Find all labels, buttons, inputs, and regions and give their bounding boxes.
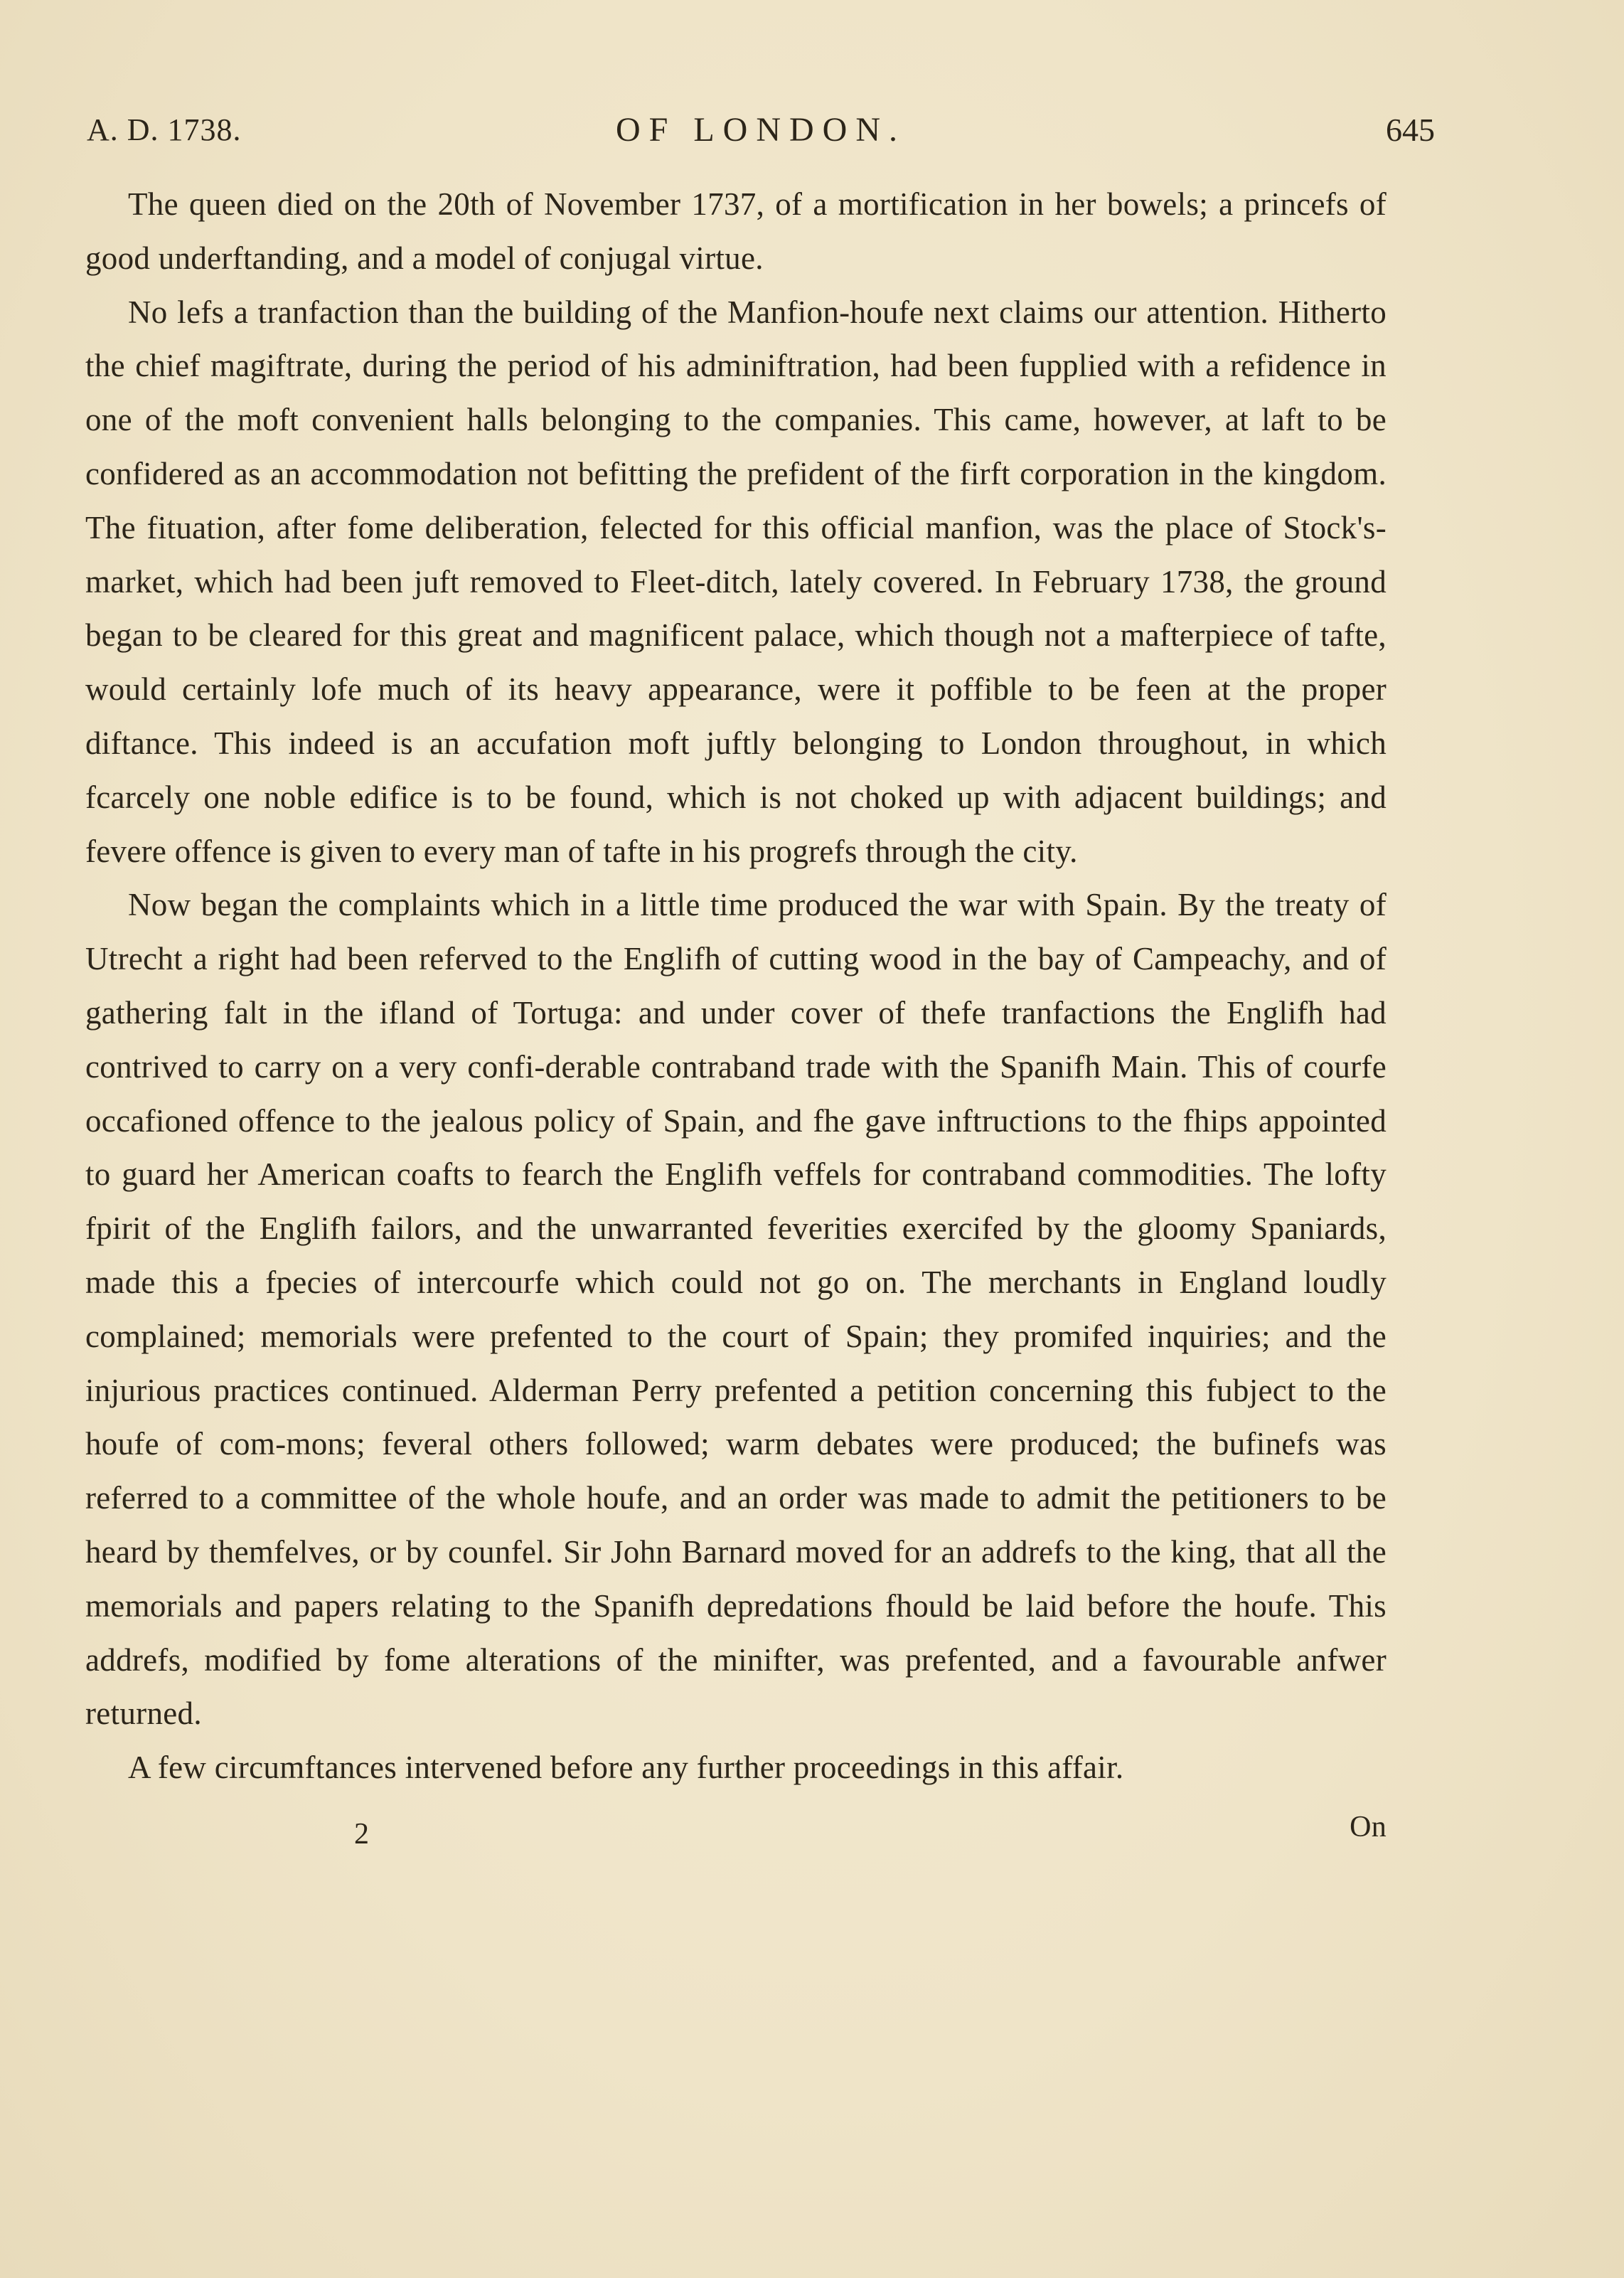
- paragraph-queen-death: The queen died on the 20th of November 1737, of a mortification in her bowels; a princefs of good underftanding, and a model of conjugal virtue.: [85, 186, 1387, 276]
- paragraph-spain-complaints: Now began the complaints which in a little time produced the war with Spain. By the treaty of Utrecht a right had been referved to the Englifh of cutting wood in the bay of Campeachy, and of gathering falt in the ifland of Tortuga: and under cover of thefe tranfactions the Englifh had contrived to carry on a very confi-derable contraband trade with the Spanifh Main. This of courfe occafioned offence to the jealous policy of Spain, and fhe gave inftructions to the fhips appointed to guard her American coafts to fearch the Englifh veffels for contraband commodities. The lofty fpirit of the Englifh failors, and the unwarranted feverities exercifed by the gloomy Spaniards, made this a fpecies of intercourfe which could not go on. The merchants in England loudly complained; memorials were prefented to the court of Spain; they promifed inquiries; and the injurious practices continued. Alderman Perry prefented a petition concerning this fubject to the houfe of com-mons; feveral others followed; warm debates were produced; the bufinefs was referred to a committee of the whole houfe, and an order was made to admit the petitioners to be heard by themfelves, or by counfel. Sir John Barnard moved for an addrefs to the king, that all the memorials and papers relating to the Spanifh depredations fhould be laid before the houfe. This addrefs, modified by fome alterations of the minifter, was prefented, and a favourable anfwer returned.: [85, 887, 1387, 1732]
- running-head: [87, 105, 1435, 155]
- page-number: 645: [1386, 112, 1435, 148]
- signature-mark: 2: [354, 1817, 370, 1851]
- running-head-date: A. D. 1738.: [87, 112, 242, 147]
- paragraph-circumstances: A few circumftances intervened before any further proceedings in this affair.: [128, 1750, 1124, 1786]
- catchword: On: [1350, 1810, 1387, 1843]
- running-head-title: OF LONDON.: [616, 111, 906, 149]
- paragraph-mansion-house: No lefs a tranfaction than the building of the Manfion-houfe next claims our attention. Hitherto the chief magiftrate, during the period of his adminiftration, had been fupplied with a refidence in one of the moft convenient halls belonging to the companies. This came, however, at laft to be confidered as an accommodation not befitting the prefident of the firft corporation in the kingdom. The fituation, after fome deliberation, felected for this official manfion, was the place of Stock's-market, which had been juft removed to Fleet-ditch, lately covered. In February 1738, the ground began to be cleared for this great and magnificent palace, which though not a mafterpiece of tafte, would certainly lofe much of its heavy appearance, were it poffible to be feen at the proper diftance. This indeed is an accufation moft juftly belonging to London throughout, in which fcarcely one noble edifice is to be found, which is not choked up with adjacent buildings; and fevere offence is given to every man of tafte in his progrefs through the city.: [85, 294, 1387, 869]
- page-footer: [85, 1801, 1387, 1858]
- body-text: [85, 178, 1387, 1858]
